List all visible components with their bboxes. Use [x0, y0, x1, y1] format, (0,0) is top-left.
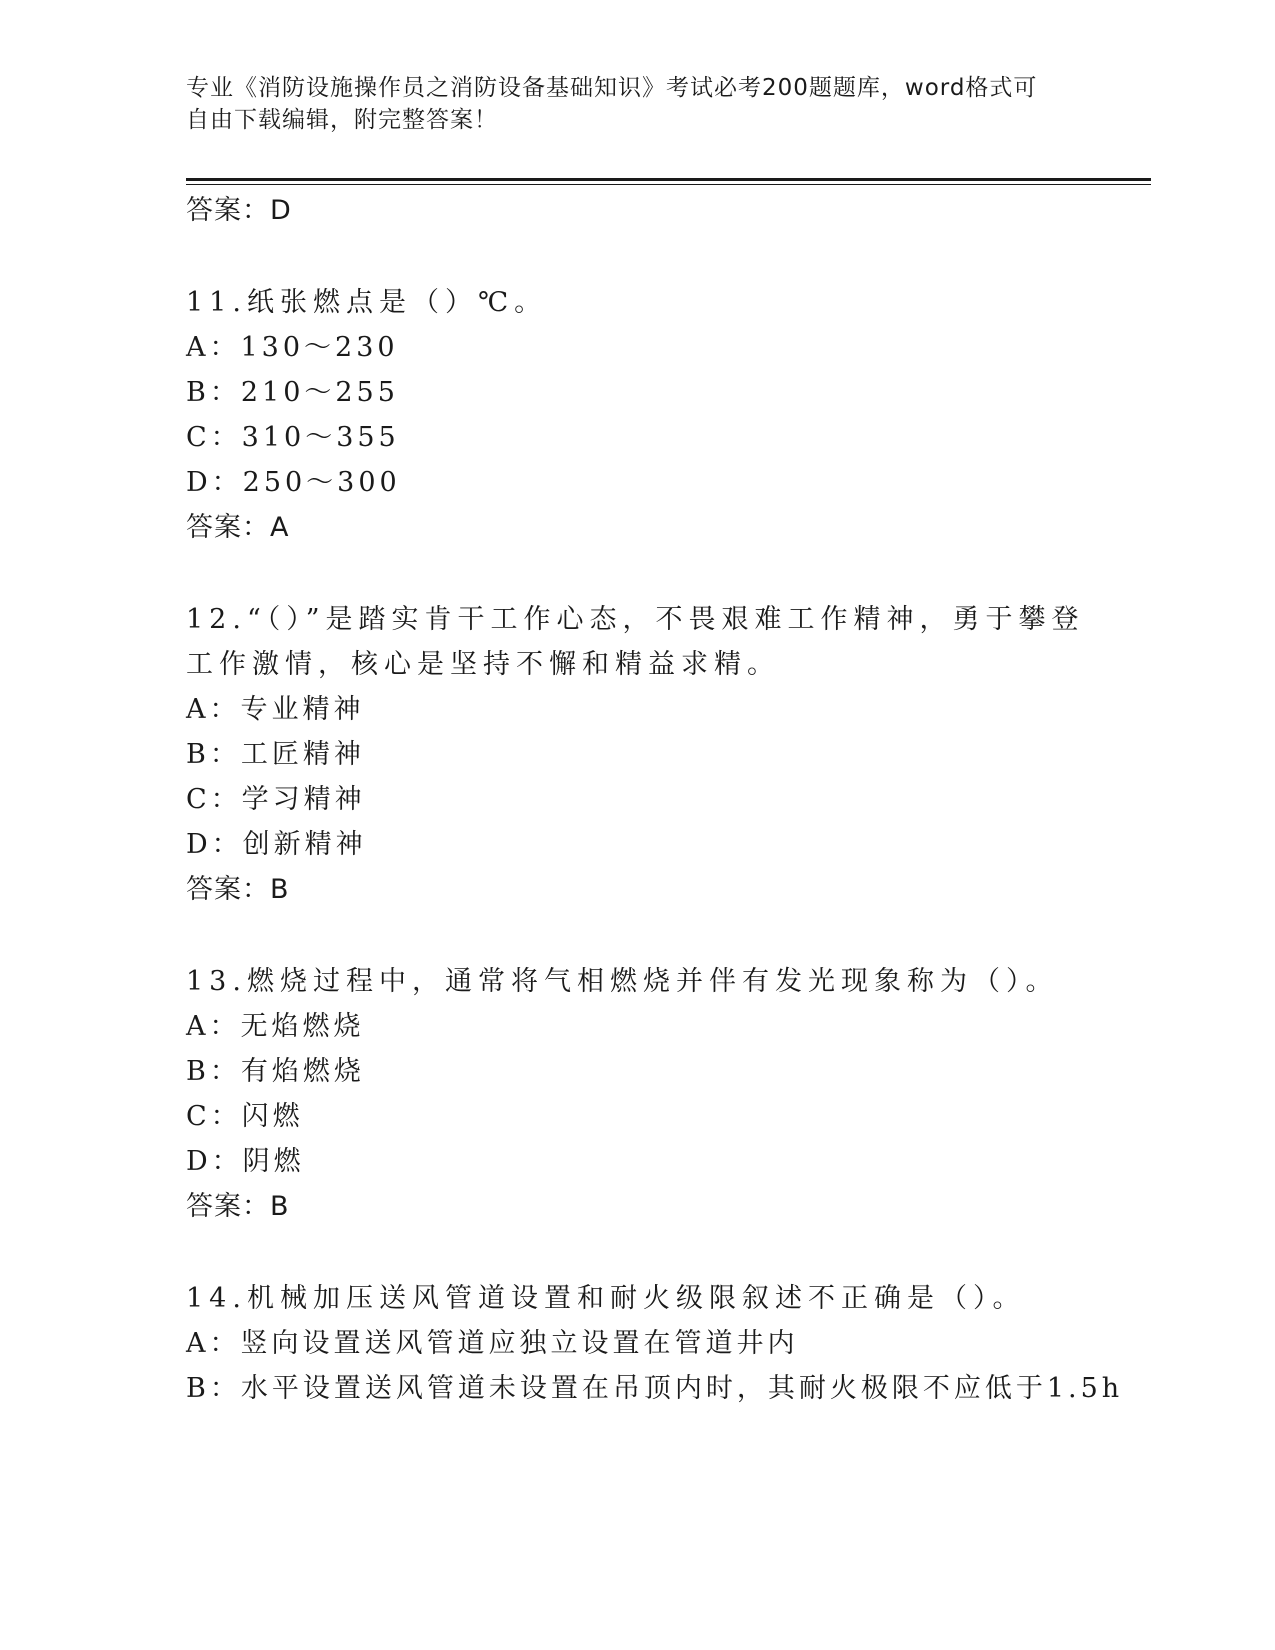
question-12 [186, 597, 1086, 912]
header-rule-thick [186, 178, 1151, 181]
option-c: C：310～355 [186, 422, 400, 453]
question-answer: 答案：B [186, 1191, 290, 1222]
option-d: D：阴燃 [186, 1146, 305, 1177]
question-answer: 答案：B [186, 874, 290, 905]
option-d: D：250～300 [186, 467, 401, 498]
header-line-1: 专业《消防设施操作员之消防设备基础知识》考试必考200题题库，word格式可 [186, 75, 1038, 101]
document-body [186, 188, 1124, 1411]
document-header [186, 72, 1066, 136]
option-b: B：210～255 [186, 377, 399, 408]
question-stem: 12.“（）”是踏实肯干工作心态，不畏艰难工作精神，勇于攀登工作激情，核心是坚持不懈和精益求精。 [186, 604, 1085, 680]
option-a: A：专业精神 [186, 694, 365, 725]
option-c: C：学习精神 [186, 784, 366, 815]
question-answer: 答案：A [186, 512, 290, 543]
option-a: A：无焰燃烧 [186, 1011, 365, 1042]
header-rule-thin [186, 184, 1151, 185]
option-b: B：水平设置送风管道未设置在吊顶内时，其耐火极限不应低于1.5h [186, 1373, 1124, 1404]
option-b: B：有焰燃烧 [186, 1056, 365, 1087]
previous-answer: 答案：D [186, 195, 292, 226]
question-14 [186, 1276, 1124, 1411]
option-b: B：工匠精神 [186, 739, 365, 770]
option-a: A：竖向设置送风管道应独立设置在管道井内 [186, 1328, 799, 1359]
question-13 [186, 959, 1086, 1229]
question-stem: 13.燃烧过程中，通常将气相燃烧并伴有发光现象称为（）。 [186, 966, 1059, 997]
question-stem: 11.纸张燃点是（）℃。 [186, 287, 548, 318]
option-d: D：创新精神 [186, 829, 367, 860]
option-a: A：130～230 [186, 332, 399, 363]
question-11 [186, 280, 1086, 550]
question-stem: 14.机械加压送风管道设置和耐火级限叙述不正确是（）。 [186, 1283, 1026, 1314]
option-c: C：闪燃 [186, 1101, 304, 1132]
header-line-2: 自由下载编辑，附完整答案！ [186, 107, 498, 133]
